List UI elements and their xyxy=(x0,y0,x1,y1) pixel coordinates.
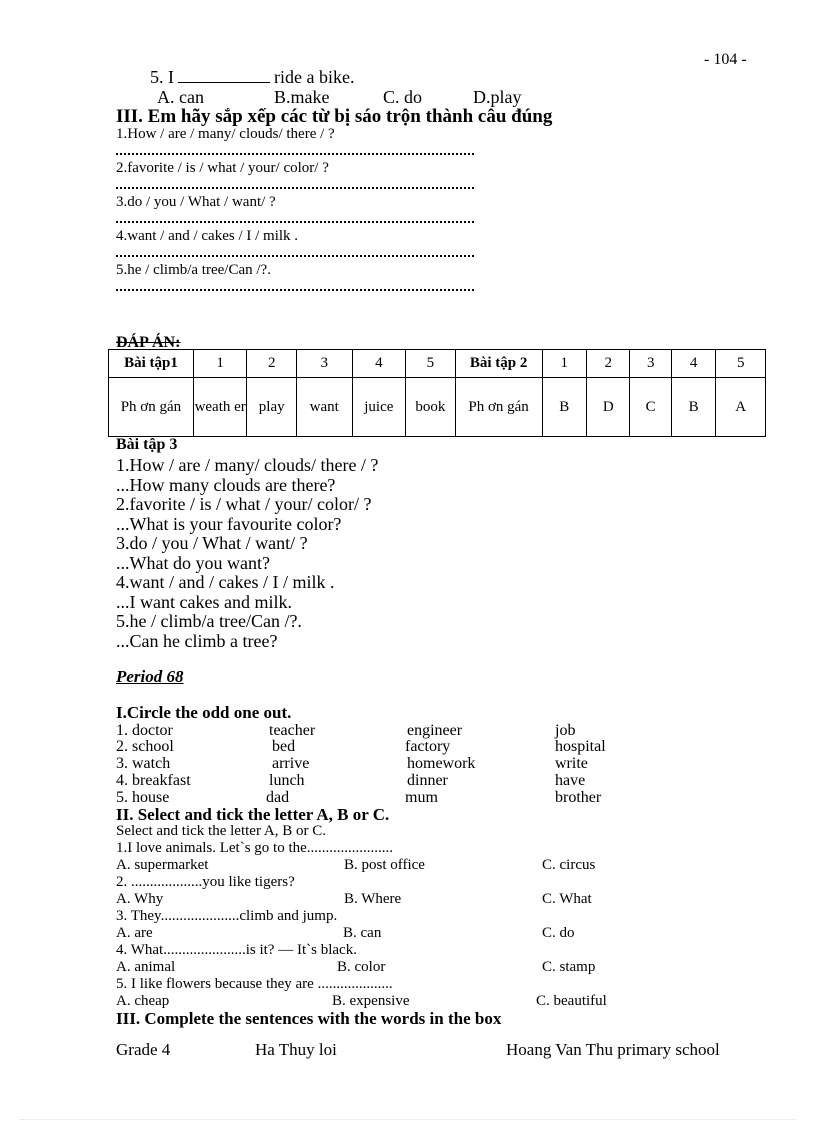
question: 2. ...................you like tigers? xyxy=(116,874,295,890)
exercise3-title: Bài tập 3 xyxy=(116,436,178,453)
answer-key-title: ĐÁP ÁN: xyxy=(116,334,181,351)
exercise3-line: ...I want cakes and milk. xyxy=(116,592,292,612)
word: write xyxy=(555,755,588,772)
cell: play xyxy=(247,378,297,437)
cell: Ph ơn gán xyxy=(455,378,542,437)
exercise3-line: ...What do you want? xyxy=(116,553,270,573)
header-cell: 5 xyxy=(406,350,456,378)
part2-title: II. Select and tick the letter A, B or C. xyxy=(116,805,390,824)
word: job xyxy=(555,722,576,739)
option-b: B. Where xyxy=(344,891,402,907)
exercise3-line: 1.How / are / many/ clouds/ there / ? xyxy=(116,455,379,475)
exercise3-line: 2.favorite / is / what / your/ color/ ? xyxy=(116,494,372,514)
table-row xyxy=(109,378,766,437)
answer-line-4 xyxy=(116,255,474,257)
q5-option-d: D.play xyxy=(473,87,522,107)
header-cell: 1 xyxy=(193,350,247,378)
cell: C xyxy=(630,378,671,437)
part1-title: I.Circle the odd one out. xyxy=(116,703,292,722)
header-cell: 1 xyxy=(542,350,586,378)
option-a: A. cheap xyxy=(116,993,170,1009)
header-cell: Bài tập 2 xyxy=(455,350,542,378)
cell: book xyxy=(406,378,456,437)
answer-line-1 xyxy=(116,153,474,155)
word: teacher xyxy=(269,722,316,739)
exercise3-line: ...What is your favourite color? xyxy=(116,514,342,534)
reorder-item-1: 1.How / are / many/ clouds/ there / ? xyxy=(116,126,335,142)
period-title: Period 68 xyxy=(116,667,184,686)
option-a: A. supermarket xyxy=(116,857,209,873)
header-cell: 4 xyxy=(671,350,715,378)
word: bed xyxy=(272,738,296,755)
footer-school: Hoang Van Thu primary school xyxy=(506,1040,720,1059)
cell: B xyxy=(671,378,715,437)
option-a: A. animal xyxy=(116,959,176,975)
option-a: A. Why xyxy=(116,891,164,907)
word: engineer xyxy=(407,722,463,739)
option-c: C. do xyxy=(542,925,575,941)
exercise3-line: ...Can he climb a tree? xyxy=(116,631,278,651)
table-header-row xyxy=(109,350,766,378)
word: dinner xyxy=(407,772,448,789)
q5-option-c: C. do xyxy=(383,87,423,107)
cell: Ph ơn gán xyxy=(109,378,194,437)
word: 2. school xyxy=(116,738,174,755)
word: have xyxy=(555,772,586,789)
cell: want xyxy=(296,378,352,437)
option-b: B. can xyxy=(343,925,382,941)
header-cell: 3 xyxy=(296,350,352,378)
answer-line-5 xyxy=(116,289,474,291)
exercise3-line: 3.do / you / What / want/ ? xyxy=(116,533,308,553)
question-5 xyxy=(150,68,354,86)
option-c: C. circus xyxy=(542,857,596,873)
cell: A xyxy=(716,378,766,437)
exercise3-line: ...How many clouds are there? xyxy=(116,475,336,495)
word: mum xyxy=(405,789,438,806)
header-cell: 5 xyxy=(716,350,766,378)
reorder-item-3: 3.do / you / What / want/ ? xyxy=(116,194,276,210)
word: 1. doctor xyxy=(116,722,173,739)
answer-line-3 xyxy=(116,221,474,223)
exercise3-line: 4.want / and / cakes / I / milk . xyxy=(116,572,335,592)
footer-teacher: Ha Thuy loi xyxy=(255,1040,337,1059)
word: 3. watch xyxy=(116,755,171,772)
exercise3-line: 5.he / climb/a tree/Can /?. xyxy=(116,611,302,631)
cell: D xyxy=(587,378,630,437)
cell: weath er xyxy=(193,378,247,437)
word: homework xyxy=(407,755,476,772)
q5-option-a: A. can xyxy=(157,87,204,107)
header-cell: 3 xyxy=(630,350,671,378)
option-b: B. expensive xyxy=(332,993,410,1009)
answer-blank xyxy=(178,69,270,83)
question: 1.I love animals. Let`s go to the....................... xyxy=(116,840,394,856)
q5-suffix: ride a bike. xyxy=(274,67,355,87)
word: dad xyxy=(266,789,290,806)
option-b: B. color xyxy=(337,959,386,975)
option-c: C. beautiful xyxy=(536,993,607,1009)
reorder-item-4: 4.want / and / cakes / I / milk . xyxy=(116,228,299,244)
header-cell: 2 xyxy=(587,350,630,378)
header-cell: Bài tập1 xyxy=(109,350,194,378)
q5-prefix: 5. I xyxy=(150,67,174,87)
question: 5. I like flowers because they are .................... xyxy=(116,976,393,992)
section3-title: III. Em hãy sắp xếp các từ bị sáo trộn thành câu đúng xyxy=(116,106,553,127)
reorder-item-5: 5.he / climb/a tree/Can /?. xyxy=(116,262,271,278)
footer-grade: Grade 4 xyxy=(116,1040,171,1059)
reorder-item-2: 2.favorite / is / what / your/ color/ ? xyxy=(116,160,329,176)
option-a: A. are xyxy=(116,925,153,941)
header-cell: 2 xyxy=(247,350,297,378)
question: 3. They.....................climb and jump. xyxy=(116,908,338,924)
option-c: C. stamp xyxy=(542,959,596,975)
question: 4. What......................is it? — It`s black. xyxy=(116,942,357,958)
answer-line-2 xyxy=(116,187,474,189)
word: arrive xyxy=(272,755,310,772)
q5-option-b: B.make xyxy=(274,87,330,107)
page-divider xyxy=(20,1119,796,1120)
option-c: C. What xyxy=(542,891,592,907)
word: factory xyxy=(405,738,451,755)
option-b: B. post office xyxy=(344,857,425,873)
part3-title: III. Complete the sentences with the words in the box xyxy=(116,1009,502,1028)
word: 5. house xyxy=(116,789,170,806)
header-cell: 4 xyxy=(352,350,406,378)
cell: juice xyxy=(352,378,406,437)
word: 4. breakfast xyxy=(116,772,191,789)
word: brother xyxy=(555,789,602,806)
word: lunch xyxy=(269,772,305,789)
answer-table xyxy=(108,349,766,437)
page-number: - 104 - xyxy=(704,51,747,68)
instruction: Select and tick the letter A, B or C. xyxy=(116,823,326,839)
word: hospital xyxy=(555,738,606,755)
cell: B xyxy=(542,378,586,437)
